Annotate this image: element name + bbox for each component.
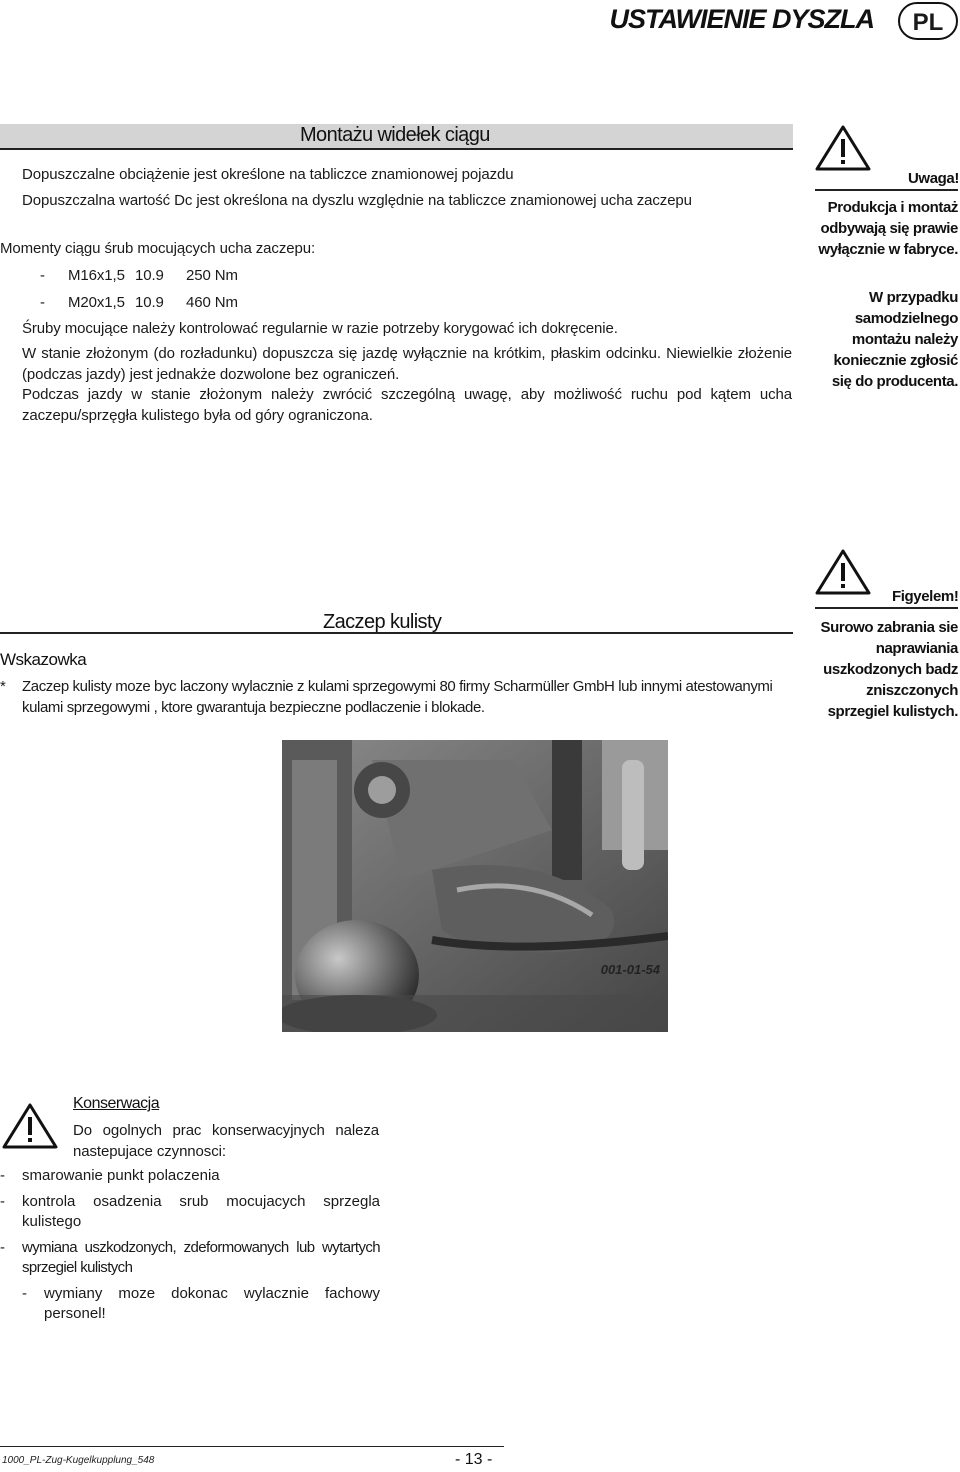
maintenance-list-item bbox=[0, 1166, 380, 1186]
list-dash: - bbox=[0, 1193, 5, 1210]
dc-value-line: Dopuszczalna wartość Dc jest określona na dyszlu względnie na tabliczce znamionowej ucha zaczepu bbox=[22, 192, 692, 209]
photo-reference-label: 001-01-54 bbox=[600, 962, 660, 977]
note-rule bbox=[815, 607, 958, 609]
folded-driving-paragraph: W stanie złożonym (do rozładunku) dopuszcza się jazdę wyłącznie na krótkim, płaskim odcinku. Niewielkie złożenie (podczas jazdy) jest jednakże dozwolone bez ograniczeń. bbox=[22, 345, 792, 383]
page-number: - 13 - bbox=[455, 1451, 493, 1468]
list-dash: - bbox=[0, 1167, 5, 1184]
section-title-ball-coupling: Zaczep kulisty bbox=[323, 611, 442, 633]
list-item-text: wymiana uszkodzonych, zdeformowanych lub wytartych sprzegiel kulistych bbox=[22, 1239, 380, 1276]
list-item-text: kontrola osadzenia srub mocujacych sprzegla kulistego bbox=[22, 1193, 380, 1230]
torque-row-value: 460 Nm bbox=[186, 294, 238, 311]
torque-row-bolt: M20x1,5 bbox=[68, 294, 125, 311]
hint-star: * bbox=[0, 678, 6, 695]
torque-row-bolt: M16x1,5 bbox=[68, 267, 125, 284]
note-no-repair: Surowo zabrania sie naprawiania uszkodzonych badz zniszczonych sprzegiel kulistych. bbox=[820, 619, 958, 720]
warning-triangle-icon bbox=[815, 548, 871, 596]
torque-row-value: 250 Nm bbox=[186, 267, 238, 284]
maintenance-list-item bbox=[0, 1238, 380, 1278]
torque-row-dash: - bbox=[40, 267, 45, 284]
page-header-title: USTAWIENIE DYSZLA bbox=[609, 4, 874, 34]
note-contact-producer: W przypadku samodzielnego montażu należy koniecznie zgłosić się do producenta. bbox=[831, 289, 958, 390]
load-info-line: Dopuszczalne obciążenie jest określone na tabliczce znamionowej pojazdu bbox=[22, 166, 514, 183]
list-dash: - bbox=[22, 1285, 27, 1302]
footer-rule bbox=[0, 1446, 504, 1447]
torque-row-grade: 10.9 bbox=[135, 267, 164, 284]
torque-row-dash: - bbox=[40, 294, 45, 311]
ball-coupling-photo bbox=[282, 740, 668, 1032]
language-badge: PL bbox=[898, 2, 958, 40]
torque-row-grade: 10.9 bbox=[135, 294, 164, 311]
angle-limit-paragraph: Podczas jazdy w stanie złożonym należy zwrócić szczególną uwagę, aby możliwość ruchu pod kątem ucha zaczepu/sprzęgła kulistego była od góry ograniczona. bbox=[22, 386, 792, 424]
note-heading-warning: Figyelem! bbox=[892, 588, 959, 605]
bolt-check-text: Śruby mocujące należy kontrolować regularnie w razie potrzeby korygować ich dokręcenie. bbox=[22, 320, 618, 337]
note-heading-attention: Uwaga! bbox=[908, 170, 959, 187]
warning-triangle-icon bbox=[815, 124, 871, 172]
note-factory-assembly: Produkcja i montaż odbywają się prawie wyłącznie w fabryce. bbox=[818, 199, 958, 258]
hint-heading: Wskazowka bbox=[0, 650, 87, 669]
list-dash: - bbox=[0, 1239, 5, 1256]
hint-text: Zaczep kulisty moze byc laczony wylacznie z kulami sprzegowymi 80 firmy Scharmüller GmbH lub innymi atestowanymi kulami sprzegowymi , ktore gwarantuja bezpieczne podlaczenie i blokade. bbox=[22, 678, 773, 716]
maintenance-intro: Do ogolnych prac konserwacyjnych naleza nastepujace czynnosci: bbox=[73, 1122, 379, 1160]
maintenance-sub-item bbox=[22, 1284, 380, 1324]
list-item-text: smarowanie punkt polaczenia bbox=[22, 1167, 220, 1184]
list-item-text: wymiany moze dokonac wylacznie fachowy personel! bbox=[44, 1285, 380, 1322]
warning-triangle-icon bbox=[2, 1102, 58, 1150]
maintenance-list-item bbox=[0, 1192, 380, 1232]
torque-intro: Momenty ciągu śrub mocujących ucha zaczepu: bbox=[0, 240, 316, 257]
footer-doc-code: 1000_PL-Zug-Kugelkupplung_548 bbox=[2, 1455, 155, 1466]
maintenance-title: Konserwacja bbox=[73, 1095, 160, 1112]
note-rule bbox=[815, 189, 958, 191]
section-title-drawbar: Montażu widełek ciągu bbox=[300, 124, 490, 146]
